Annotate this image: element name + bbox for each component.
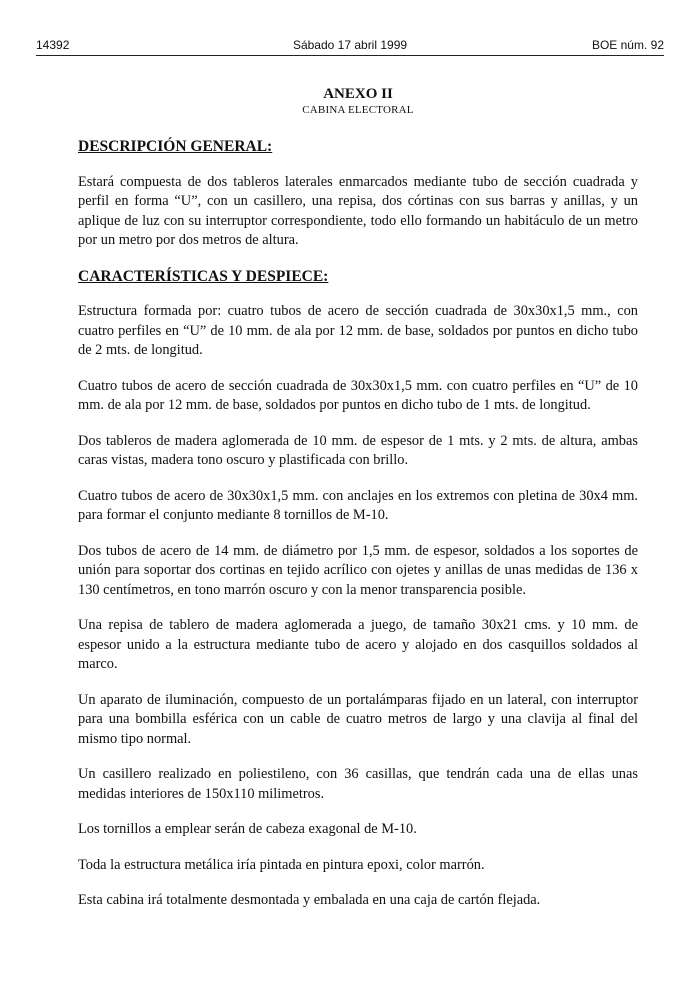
- page-header: [36, 37, 664, 56]
- paragraph: Una repisa de tablero de madera aglomerada a juego, de tamaño 30x21 cms. y 10 mm. de espesor unido a la estructura mediante tubo de acero y alojado en dos casquillos soldados al marco.: [78, 617, 638, 672]
- paragraph: Estructura formada por: cuatro tubos de acero de sección cuadrada de 30x30x1,5 mm., con cuatro perfiles en “U” de 10 mm. de ala por 12 mm. de base, soldados por puntos en dicho tubo de 2 mts. de longitud.: [78, 303, 638, 358]
- paragraph: Cuatro tubos de acero de sección cuadrada de 30x30x1,5 mm. con cuatro perfiles en “U” de 10 mm. de ala por 12 mm. de base, soldados por puntos en dicho tubo de 1 mts. de longitud.: [78, 377, 638, 413]
- section-heading: DESCRIPCIÓN GENERAL:: [78, 138, 273, 155]
- paragraph: Estará compuesta de dos tableros laterales enmarcados mediante tubo de sección cuadrada y perfil en forma “U”, con un casillero, una repisa, dos córtinas con sus barras y anillas, y un aplique de luz con su interruptor correspondiente, todo ello formando un habitáculo de un metro por un metro por dos metros de altura.: [78, 173, 638, 248]
- section-general-description: [78, 137, 638, 251]
- document-body: [78, 85, 638, 927]
- paragraph: Cuatro tubos de acero de 30x30x1,5 mm. con anclajes en los extremos con pletina de 30x4 mm. para formar el conjunto mediante 8 tornillos de M-10.: [78, 487, 638, 523]
- paragraph: Dos tableros de madera aglomerada de 10 mm. de espesor de 1 mts. y 2 mts. de altura, ambas caras vistas, madera tono oscuro y plastificada con brillo.: [78, 432, 638, 468]
- paragraph: Un casillero realizado en poliestileno, con 36 casillas, que tendrán cada una de ellas unas medidas interiores de 150x110 milimetros.: [78, 766, 638, 802]
- header-issue: BOE núm. 92: [591, 38, 664, 52]
- paragraph: Un aparato de iluminación, compuesto de un portalámparas fijado en un lateral, con interruptor para una bombilla esférica con un cable de cuatro metros de largo y una clavija al final del mismo tipo normal.: [78, 691, 638, 747]
- paragraph: Los tornillos a emplear serán de cabeza exagonal de M-10.: [78, 821, 417, 837]
- paragraph: Toda la estructura metálica iría pintada en pintura epoxi, color marrón.: [78, 856, 485, 873]
- paragraph: Dos tubos de acero de 14 mm. de diámetro por 1,5 mm. de espesor, soldados a los soportes de unión para soportar dos cortinas en tejido acrílico con ojetes y anillas de unas medidas de 136 x 130 centímetros, en tono marrón oscuro y con la menor transparencia posible.: [78, 542, 638, 598]
- paragraph: Esta cabina irá totalmente desmontada y embalada en una caja de cartón flejada.: [78, 892, 541, 908]
- header-date: Sábado 17 abril 1999: [292, 38, 408, 52]
- annex-title: ANEXO II: [323, 86, 393, 102]
- header-page-number: 14392: [36, 38, 70, 52]
- section-characteristics: [78, 267, 638, 911]
- annex-subtitle: CABINA ELECTORAL: [302, 104, 414, 116]
- section-heading: CARACTERÍSTICAS Y DESPIECE:: [78, 267, 329, 285]
